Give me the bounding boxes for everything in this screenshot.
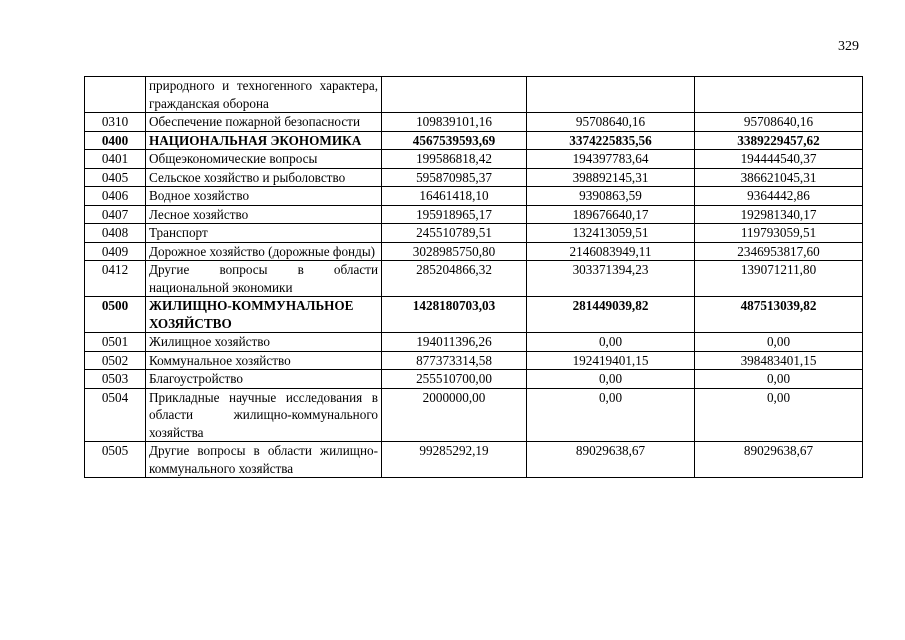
table-row — [85, 187, 863, 206]
table-row — [85, 77, 863, 113]
row-code: 0504 — [85, 388, 146, 442]
row-code: 0408 — [85, 224, 146, 243]
row-name: ЖИЛИЩНО-КОММУНАЛЬНОЕ ХОЗЯЙСТВО — [146, 297, 382, 333]
row-value-1: 194011396,26 — [382, 333, 527, 352]
row-name: Прикладные научные исследования в области жилищно-коммунального хозяйства — [146, 388, 382, 442]
row-value-2: 194397783,64 — [527, 150, 695, 169]
row-value-3: 89029638,67 — [695, 442, 863, 478]
row-value-2: 189676640,17 — [527, 205, 695, 224]
row-code: 0401 — [85, 150, 146, 169]
row-value-1: 877373314,58 — [382, 351, 527, 370]
row-name: НАЦИОНАЛЬНАЯ ЭКОНОМИКА — [146, 131, 382, 150]
row-code: 0409 — [85, 242, 146, 261]
row-value-2 — [527, 77, 695, 113]
table-row — [85, 150, 863, 169]
row-code: 0407 — [85, 205, 146, 224]
table-row — [85, 261, 863, 297]
row-code: 0406 — [85, 187, 146, 206]
table-row — [85, 224, 863, 243]
row-value-2: 95708640,16 — [527, 113, 695, 132]
row-value-3: 119793059,51 — [695, 224, 863, 243]
table-row — [85, 388, 863, 442]
row-value-1: 595870985,37 — [382, 168, 527, 187]
page-number: 329 — [838, 39, 859, 54]
table-row — [85, 205, 863, 224]
row-value-1: 109839101,16 — [382, 113, 527, 132]
row-value-2: 398892145,31 — [527, 168, 695, 187]
table-row — [85, 113, 863, 132]
row-value-2: 2146083949,11 — [527, 242, 695, 261]
row-value-2: 3374225835,56 — [527, 131, 695, 150]
row-name: Другие вопросы в области национальной экономики — [146, 261, 382, 297]
row-value-3: 2346953817,60 — [695, 242, 863, 261]
row-value-2: 9390863,59 — [527, 187, 695, 206]
row-name: Жилищное хозяйство — [146, 333, 382, 352]
row-value-2: 132413059,51 — [527, 224, 695, 243]
row-code: 0501 — [85, 333, 146, 352]
row-value-2: 281449039,82 — [527, 297, 695, 333]
row-name: Сельское хозяйство и рыболовство — [146, 168, 382, 187]
row-value-2: 89029638,67 — [527, 442, 695, 478]
row-code: 0412 — [85, 261, 146, 297]
row-value-2: 0,00 — [527, 388, 695, 442]
row-name: Лесное хозяйство — [146, 205, 382, 224]
row-value-2: 0,00 — [527, 370, 695, 389]
row-value-1: 1428180703,03 — [382, 297, 527, 333]
row-name: природного и техногенного характера, гражданская оборона — [146, 77, 382, 113]
budget-table — [84, 76, 863, 478]
row-name: Коммунальное хозяйство — [146, 351, 382, 370]
table-row — [85, 351, 863, 370]
row-value-3 — [695, 77, 863, 113]
table-row — [85, 168, 863, 187]
row-code: 0500 — [85, 297, 146, 333]
row-code: 0502 — [85, 351, 146, 370]
table-row — [85, 370, 863, 389]
row-value-3: 386621045,31 — [695, 168, 863, 187]
row-value-1: 285204866,32 — [382, 261, 527, 297]
row-value-3: 192981340,17 — [695, 205, 863, 224]
table-row — [85, 442, 863, 478]
row-value-2: 0,00 — [527, 333, 695, 352]
row-value-3: 0,00 — [695, 333, 863, 352]
row-value-3: 0,00 — [695, 388, 863, 442]
row-code: 0505 — [85, 442, 146, 478]
row-value-1: 2000000,00 — [382, 388, 527, 442]
table-row — [85, 131, 863, 150]
row-code: 0310 — [85, 113, 146, 132]
row-value-3: 487513039,82 — [695, 297, 863, 333]
row-code — [85, 77, 146, 113]
row-value-3: 3389229457,62 — [695, 131, 863, 150]
row-value-3: 0,00 — [695, 370, 863, 389]
row-name: Транспорт — [146, 224, 382, 243]
row-name: Другие вопросы в области жилищно-коммунального хозяйства — [146, 442, 382, 478]
row-value-2: 192419401,15 — [527, 351, 695, 370]
row-value-3: 398483401,15 — [695, 351, 863, 370]
row-value-3: 139071211,80 — [695, 261, 863, 297]
row-name: Общеэкономические вопросы — [146, 150, 382, 169]
row-value-1: 3028985750,80 — [382, 242, 527, 261]
row-name: Дорожное хозяйство (дорожные фонды) — [146, 242, 382, 261]
row-value-1: 245510789,51 — [382, 224, 527, 243]
row-value-1: 255510700,00 — [382, 370, 527, 389]
row-name: Водное хозяйство — [146, 187, 382, 206]
row-code: 0503 — [85, 370, 146, 389]
table-row — [85, 333, 863, 352]
table-row — [85, 242, 863, 261]
row-value-1: 199586818,42 — [382, 150, 527, 169]
row-name: Благоустройство — [146, 370, 382, 389]
row-name: Обеспечение пожарной безопасности — [146, 113, 382, 132]
table-row — [85, 297, 863, 333]
row-value-3: 95708640,16 — [695, 113, 863, 132]
row-value-1: 99285292,19 — [382, 442, 527, 478]
row-value-1: 16461418,10 — [382, 187, 527, 206]
row-value-1: 4567539593,69 — [382, 131, 527, 150]
row-value-1 — [382, 77, 527, 113]
row-code: 0400 — [85, 131, 146, 150]
row-value-3: 9364442,86 — [695, 187, 863, 206]
row-value-2: 303371394,23 — [527, 261, 695, 297]
row-value-3: 194444540,37 — [695, 150, 863, 169]
row-code: 0405 — [85, 168, 146, 187]
row-value-1: 195918965,17 — [382, 205, 527, 224]
